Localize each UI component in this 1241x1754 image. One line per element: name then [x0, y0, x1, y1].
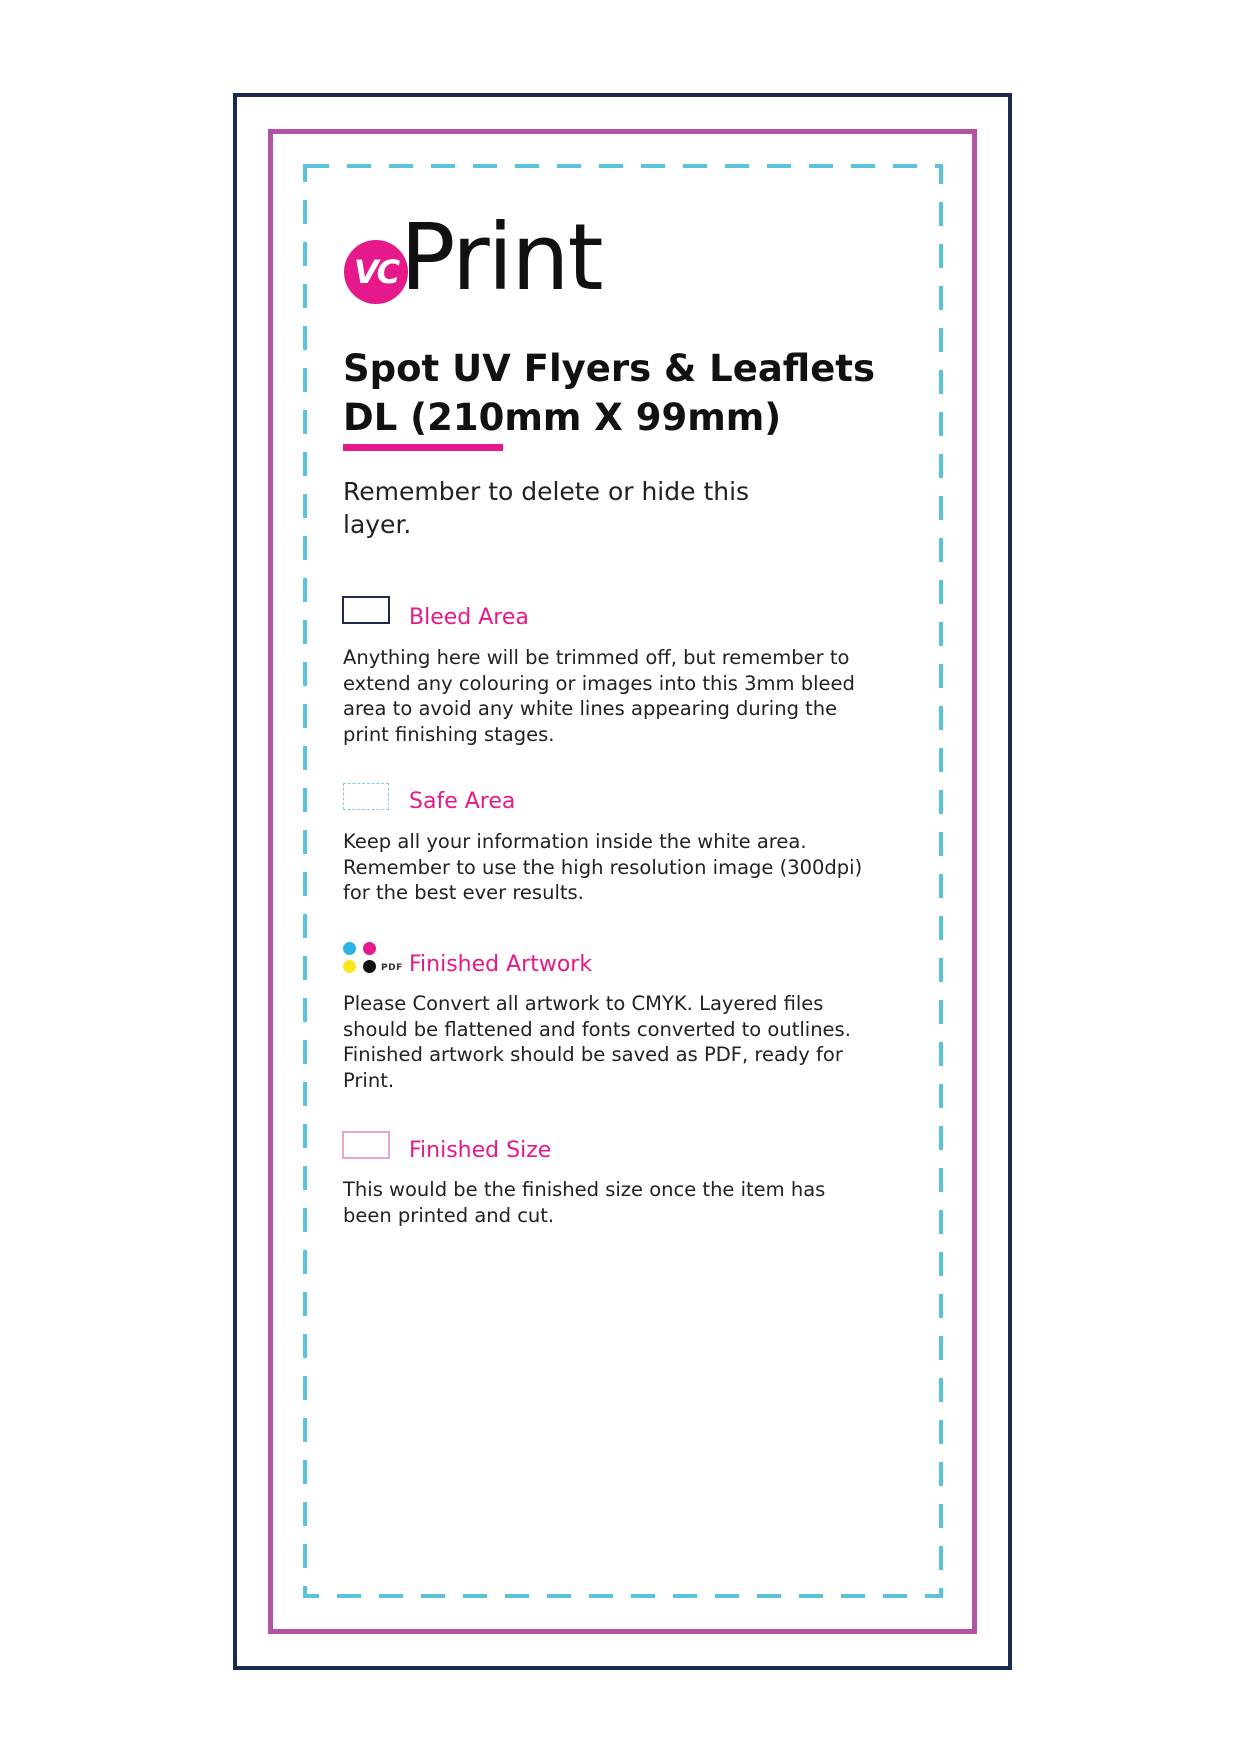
finished-size-text: This would be the finished size once the item has been printed and cut. [343, 1178, 826, 1227]
finished-artwork-heading: Finished Artwork [409, 952, 593, 977]
logo-wordmark: Print [400, 204, 602, 311]
title-underline [343, 444, 503, 451]
finished-size-swatch-icon [342, 1131, 390, 1159]
finished-artwork-text: Please Convert all artwork to CMYK. Layered files should be flattened and fonts converted to outlines. Finished artwork should be saved as PDF, ready for Print. [343, 992, 851, 1092]
bleed-area-text: Anything here will be trimmed off, but remember to extend any colouring or images into this 3mm bleed area to avoid any white lines appearing during the print finishing stages. [343, 646, 855, 746]
cyan-dot-icon [343, 942, 356, 955]
pdf-label: PDF [381, 963, 403, 973]
finished-size-heading: Finished Size [409, 1138, 552, 1163]
page-title [343, 344, 875, 442]
safe-swatch-icon [343, 783, 389, 810]
yellow-dot-icon [343, 960, 356, 973]
black-dot-icon [363, 960, 376, 973]
title-line-2: DL (210mm X 99mm) [343, 396, 782, 439]
title-line-1: Spot UV Flyers & Leaflets [343, 347, 876, 390]
magenta-dot-icon [363, 942, 376, 955]
bleed-area-heading: Bleed Area [409, 605, 529, 630]
bleed-swatch-icon [342, 596, 390, 624]
logo-badge: VC [344, 240, 408, 304]
reminder-text: Remember to delete or hide this layer. [343, 477, 750, 539]
safe-area-text: Keep all your information inside the white area. Remember to use the high resolution image (300dpi) for the best ever results. [343, 830, 863, 904]
safe-area-heading: Safe Area [409, 789, 516, 814]
cmyk-pdf-icon [343, 942, 403, 974]
